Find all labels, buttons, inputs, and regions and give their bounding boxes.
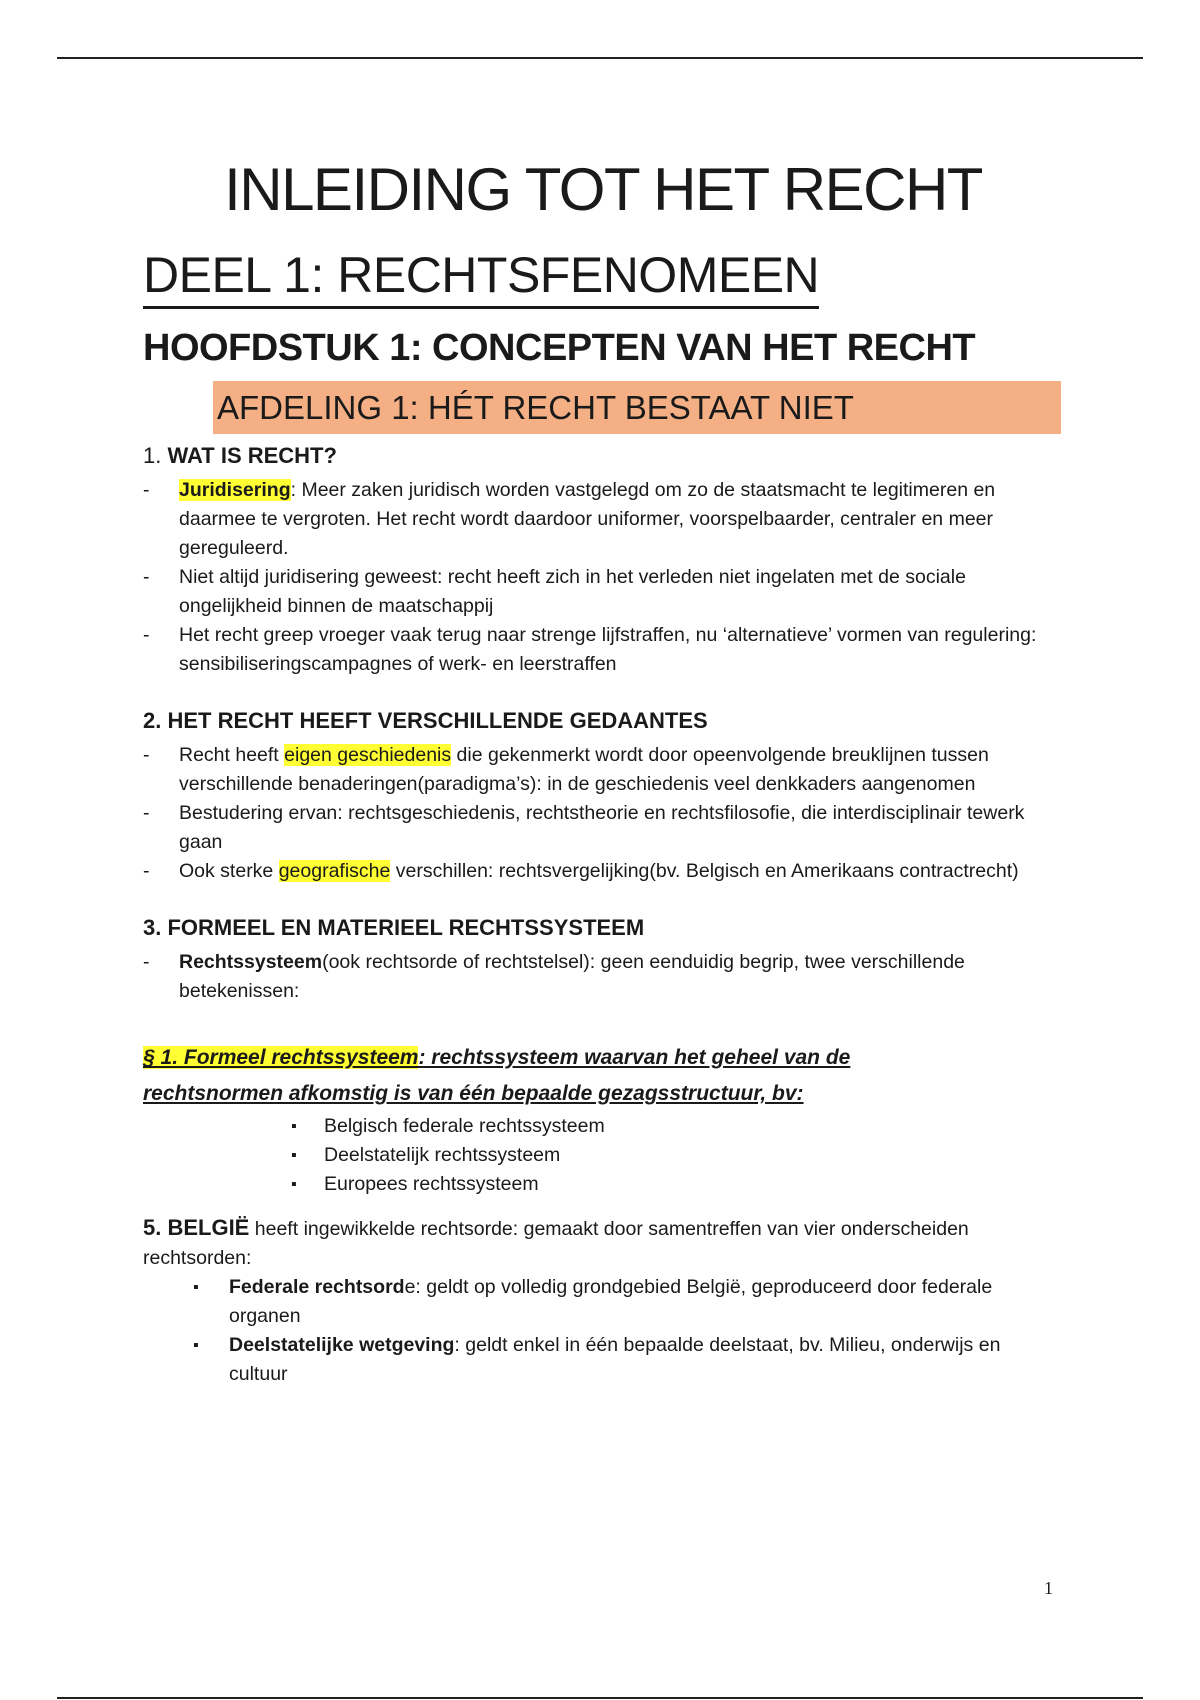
list-item: ▪ Deelstatelijk rechtssysteem [143, 1141, 1063, 1170]
list-item: - Het recht greep vroeger vaak terug naar strenge lijfstraffen, nu ‘alternatieve’ vormen van regulering: sensibiliseringscampagnes of werk- en leerstraffen [143, 621, 1063, 679]
highlight-juridisering: Juridisering [179, 479, 291, 501]
top-rule [57, 57, 1143, 59]
list-item: - Juridisering: Meer zaken juridisch worden vastgelegd om zo de staatsmacht te legitimeren en daarmee te vergroten. Het recht wordt daardoor uniformer, voorspelbaarder, centraler en meer gereguleerd. [143, 476, 1063, 563]
list-wat-is-recht [143, 476, 1063, 679]
list-item: - Niet altijd juridisering geweest: recht heeft zich in het verleden niet ingelaten met de sociale ongelijkheid binnen de maatschappij [143, 563, 1063, 621]
heading-gedaantes: 2. HET RECHT HEEFT VERSCHILLENDE GEDAANTES [143, 708, 708, 733]
heading-wat-is-recht: 1. WAT IS RECHT? [143, 443, 337, 468]
highlight-eigen-geschiedenis: eigen geschiedenis [284, 744, 452, 766]
paragraph-belgie: 5. BELGIË heeft ingewikkelde rechtsorde: gemaakt door samentreffen van vier onderscheiden rechtsorden: [143, 1215, 969, 1269]
list-item: - Bestudering ervan: rechtsgeschiedenis, rechtstheorie en rechtsfilosofie, die interdisciplinair tewerk gaan [143, 799, 1063, 857]
list-item: - Recht heeft eigen geschiedenis die gekenmerkt wordt door opeenvolgende breuklijnen tussen verschillende benaderingen(paradigma’s): in de geschiedenis veel denkkaders aangenomen [143, 741, 1063, 799]
section-heading: AFDELING 1: HÉT RECHT BESTAAT NIET [213, 381, 1061, 434]
list-item: ▪ Europees rechtssysteem [143, 1170, 1063, 1199]
document-body [143, 150, 1063, 1389]
heading-rechtssysteem: 3. FORMEEL EN MATERIEEL RECHTSSYSTEEM [143, 915, 645, 940]
list-item: ▪ Belgisch federale rechtssysteem [143, 1112, 1063, 1141]
list-item: ▪ Deelstatelijke wetgeving: geldt enkel in één bepaalde deelstaat, bv. Milieu, onderwijs en cultuur [143, 1331, 1063, 1389]
list-item: - Ook sterke geografische verschillen: rechtsvergelijking(bv. Belgisch en Amerikaans contractrecht) [143, 857, 1063, 886]
part-title: DEEL 1: RECHTSFENOMEEN [143, 244, 819, 309]
list-formeel [143, 1112, 1063, 1199]
chapter-title: HOOFDSTUK 1: CONCEPTEN VAN HET RECHT [143, 327, 976, 369]
page-number: 1 [1044, 1578, 1053, 1598]
list-item: - Rechtssysteem(ook rechtsorde of rechtstelsel): geen eenduidig begrip, twee verschillende betekenissen: [143, 948, 1063, 1006]
list-belgie [143, 1273, 1063, 1389]
subparagraph-formeel: § 1. Formeel rechtssysteem: rechtssysteem waarvan het geheel van de rechtsnormen afkomstig is van één bepaalde gezagsstructuur, bv: [143, 1046, 851, 1105]
document-title: INLEIDING TOT HET RECHT [224, 156, 982, 223]
list-item: ▪ Federale rechtsorde: geldt op volledig grondgebied België, geproduceerd door federale organen [143, 1273, 1063, 1331]
highlight-geografische: geografische [278, 860, 391, 882]
list-rechtssysteem [143, 948, 1063, 1006]
bottom-rule [57, 1697, 1143, 1699]
highlight-formeel-rechtssysteem: § 1. Formeel rechtssysteem [143, 1046, 419, 1069]
list-gedaantes [143, 741, 1063, 886]
